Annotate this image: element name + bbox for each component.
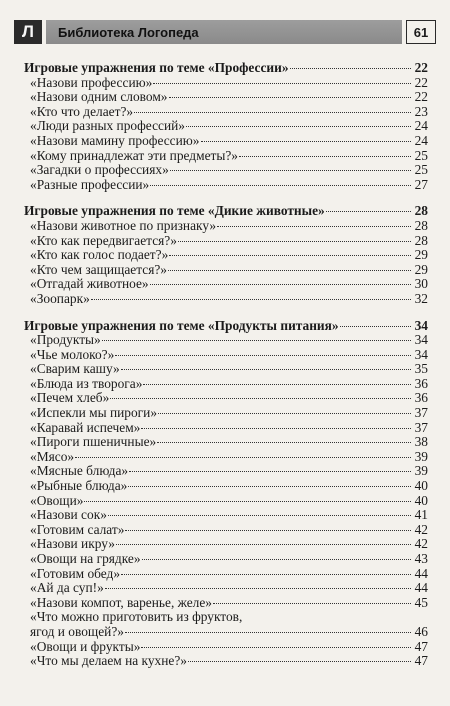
dot-leader — [239, 156, 411, 157]
toc-entry-label: «Овощи и фрукты» — [30, 639, 141, 654]
dot-leader — [168, 270, 411, 271]
toc-section — [24, 319, 428, 669]
dot-leader — [143, 384, 411, 385]
toc-entry-page: 25 — [414, 162, 428, 178]
toc-entry-continued — [24, 625, 428, 640]
toc-entry-label: «Отгадай животное» — [30, 277, 149, 292]
toc-entry-label: «Готовим обед» — [30, 566, 121, 581]
dot-leader — [75, 457, 411, 458]
toc-entry — [24, 391, 428, 406]
toc-entry-page: 36 — [414, 390, 428, 406]
toc-entry — [24, 76, 428, 91]
toc-entry-continued-label: ягод и овощей?» — [30, 624, 124, 639]
toc-entry-label: «Кто как передвигается?» — [30, 233, 177, 248]
dot-leader — [186, 126, 411, 127]
toc-entry-label: «Назови сок» — [30, 508, 107, 523]
toc-entry-page: 42 — [414, 521, 428, 537]
section-heading-page: 34 — [414, 317, 428, 333]
toc-entry-page: 28 — [414, 217, 428, 233]
toc-entry-label: «Продукты» — [30, 333, 101, 348]
toc-entry-label: «Назови компот, варенье, желе» — [30, 595, 212, 610]
toc-entry — [24, 362, 428, 377]
toc-entry-page: 44 — [414, 565, 428, 581]
toc-entry — [24, 348, 428, 363]
dot-leader — [125, 530, 411, 531]
toc-entry — [24, 248, 428, 263]
toc-entry-label: «Кто как голос подает?» — [30, 248, 169, 263]
toc-entry-continued-page: 46 — [414, 623, 428, 639]
dot-leader — [150, 185, 411, 186]
dot-leader — [141, 647, 411, 648]
toc-entry-label: «Печем хлеб» — [30, 391, 110, 406]
toc-section — [24, 61, 428, 192]
toc-entry — [24, 234, 428, 249]
toc-entry-label: «Чье молоко?» — [30, 347, 115, 362]
section-heading-label: Игровые упражнения по теме «Продукты питания» — [24, 318, 339, 333]
toc-entry-page: 23 — [414, 103, 428, 119]
toc-entry-page: 24 — [414, 118, 428, 134]
toc-entry — [24, 105, 428, 120]
toc-entry-label: «Овощи» — [30, 493, 84, 508]
toc-entry-page: 27 — [414, 176, 428, 192]
toc-entry-page: 42 — [414, 536, 428, 552]
dot-leader — [108, 515, 411, 516]
toc-entry-label: «Ай да суп!» — [30, 581, 104, 596]
toc-entry — [24, 90, 428, 105]
toc-entry-label: «Готовим салат» — [30, 522, 125, 537]
toc-entry — [24, 537, 428, 552]
toc-entry-page: 35 — [414, 361, 428, 377]
dot-leader — [105, 588, 411, 589]
dot-leader — [125, 632, 411, 633]
section-heading — [24, 319, 428, 334]
dot-leader — [84, 501, 411, 502]
toc-entry — [24, 464, 428, 479]
dot-leader — [188, 661, 411, 662]
section-heading-page: 22 — [414, 60, 428, 75]
dot-leader — [102, 340, 411, 341]
toc-entry-page: 39 — [414, 448, 428, 464]
toc-entry — [24, 377, 428, 392]
toc-entry-page: 22 — [414, 74, 428, 90]
section-heading-label: Игровые упражнения по теме «Дикие животные» — [24, 204, 325, 219]
toc-entry-page: 38 — [414, 434, 428, 450]
dot-leader — [142, 559, 411, 560]
toc-entry-label: «Назови животное по признаку» — [30, 218, 217, 233]
toc-entry-page: 25 — [414, 147, 428, 163]
toc-entry-label: «Назови одним словом» — [30, 90, 168, 105]
toc-entry-page: 43 — [414, 551, 428, 566]
toc-entry — [24, 494, 428, 509]
toc-entry-page: 24 — [414, 132, 428, 148]
page-number: 61 — [406, 20, 436, 44]
dot-leader — [157, 442, 411, 443]
toc-entry-label: «Мясные блюда» — [30, 464, 129, 479]
toc-entry — [24, 421, 428, 436]
toc-entry-label: «Блюда из творога» — [30, 376, 143, 391]
section-heading-label: Игровые упражнения по теме «Профессии» — [24, 61, 289, 75]
toc-entry — [24, 277, 428, 292]
page-header — [14, 20, 436, 44]
dot-leader — [91, 299, 411, 300]
toc-entry — [24, 508, 428, 523]
dot-leader — [340, 326, 411, 327]
toc-entry-page: 47 — [414, 653, 428, 669]
toc-entry — [24, 435, 428, 450]
dot-leader — [129, 471, 411, 472]
dot-leader — [169, 97, 412, 98]
section-heading — [24, 61, 428, 76]
dot-leader — [110, 398, 411, 399]
toc-entry — [24, 596, 428, 611]
toc-entry — [24, 610, 428, 625]
toc-entry-label: «Назови икру» — [30, 537, 115, 552]
toc-entry-page: 44 — [414, 580, 428, 596]
toc-entry — [24, 292, 428, 307]
toc-entry-label: «Люди разных профессий» — [30, 119, 185, 134]
toc-entry-label: «Назови профессию» — [30, 75, 153, 90]
toc-entry — [24, 640, 428, 655]
dot-leader — [141, 428, 411, 429]
toc-entry-label: «Разные профессии» — [30, 177, 150, 192]
section-heading — [24, 204, 428, 219]
toc-entry — [24, 134, 428, 149]
toc-entry — [24, 163, 428, 178]
dot-leader — [115, 355, 411, 356]
toc-entry-page: 29 — [414, 247, 428, 263]
toc-entry — [24, 333, 428, 348]
toc-entry-label: «Кто что делает?» — [30, 104, 134, 119]
toc-entry — [24, 654, 428, 669]
toc-entry — [24, 552, 428, 567]
toc-entry — [24, 450, 428, 465]
toc-entry — [24, 479, 428, 494]
toc-entry-page: 37 — [414, 419, 428, 435]
dot-leader — [134, 112, 411, 113]
toc-entry-label: «Кто чем защищается?» — [30, 262, 167, 277]
dot-leader — [121, 369, 411, 370]
dot-leader — [116, 544, 411, 545]
toc-entry-label: «Назови мамину профессию» — [30, 133, 200, 148]
dot-leader — [178, 241, 411, 242]
toc-entry-page: 45 — [414, 594, 428, 610]
toc-entry — [24, 219, 428, 234]
section-heading-page: 28 — [414, 203, 428, 219]
toc-entry — [24, 581, 428, 596]
dot-leader — [150, 284, 411, 285]
dot-leader — [213, 603, 411, 604]
dot-leader — [121, 574, 411, 575]
toc-entry-label: «Испекли мы пироги» — [30, 406, 158, 421]
toc-entry-page: 34 — [414, 332, 428, 348]
toc-entry — [24, 119, 428, 134]
toc-entry-label: «Зоопарк» — [30, 291, 90, 306]
dot-leader — [201, 141, 412, 142]
dot-leader — [153, 83, 411, 84]
toc-entry-label: «Загадки о профессиях» — [30, 163, 169, 178]
toc-entry-label: «Рыбные блюда» — [30, 479, 128, 494]
table-of-contents — [24, 61, 428, 681]
toc-entry-page: 40 — [414, 478, 428, 494]
toc-entry-label: «Что мы делаем на кухне?» — [30, 654, 187, 669]
toc-entry — [24, 523, 428, 538]
toc-entry-label: «Сварим кашу» — [30, 362, 120, 377]
dot-leader — [128, 486, 411, 487]
toc-entry-label: «Овощи на грядке» — [30, 552, 141, 566]
toc-entry-page: 34 — [414, 346, 428, 362]
toc-entry-label: «Пироги пшеничные» — [30, 435, 157, 450]
toc-entry-page: 40 — [414, 492, 428, 508]
toc-entry-label: «Каравай испечем» — [30, 420, 141, 435]
toc-entry-label: «Что можно приготовить из фруктов, — [30, 610, 243, 625]
toc-entry-label: «Мясо» — [30, 449, 75, 464]
toc-entry-page: 47 — [414, 638, 428, 654]
toc-entry-label: «Кому принадлежат эти предметы?» — [30, 148, 238, 163]
series-title: Библиотека Логопеда — [58, 24, 199, 40]
dot-leader — [217, 226, 411, 227]
toc-entry — [24, 406, 428, 421]
toc-entry-page: 32 — [414, 290, 428, 306]
toc-entry-page: 22 — [414, 89, 428, 105]
toc-entry-page: 36 — [414, 375, 428, 391]
toc-entry-page: 37 — [414, 405, 428, 421]
dot-leader — [169, 255, 411, 256]
toc-entry-page: 41 — [414, 507, 428, 523]
dot-leader — [170, 170, 411, 171]
toc-section — [24, 204, 428, 306]
header-band — [46, 20, 402, 44]
toc-entry-page: 39 — [414, 463, 428, 479]
dot-leader — [290, 68, 411, 69]
toc-entry-page: 28 — [414, 232, 428, 248]
logo-letter: Л — [22, 22, 34, 41]
toc-entry — [24, 178, 428, 193]
toc-entry-page: 30 — [414, 276, 428, 292]
dot-leader — [326, 211, 411, 212]
series-logo — [14, 20, 42, 44]
toc-entry-page: 29 — [414, 261, 428, 277]
toc-entry — [24, 263, 428, 278]
dot-leader — [158, 413, 411, 414]
toc-entry — [24, 149, 428, 164]
toc-entry — [24, 567, 428, 582]
